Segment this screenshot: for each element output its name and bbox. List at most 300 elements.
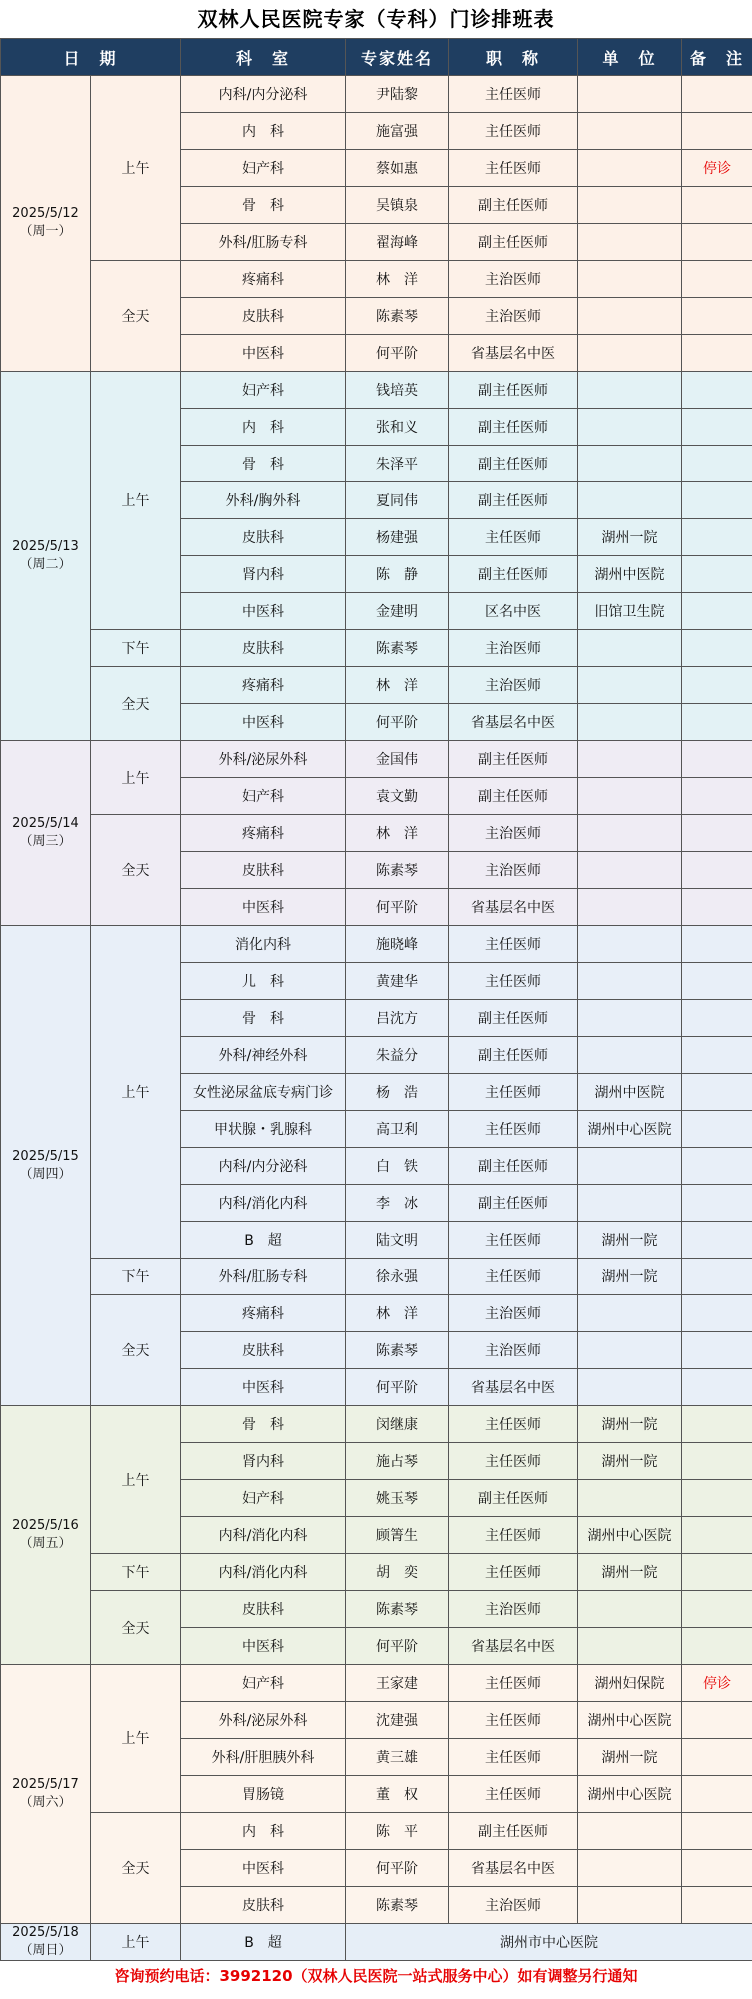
session-cell: 上午 xyxy=(91,1664,181,1812)
note-cell xyxy=(682,1812,752,1849)
title-cell: 主任医师 xyxy=(449,1517,578,1554)
unit-cell xyxy=(578,1147,682,1184)
note-cell xyxy=(682,1036,752,1073)
unit-cell xyxy=(578,76,682,113)
expert-name-cell: 杨 浩 xyxy=(346,1073,449,1110)
department-cell: 中医科 xyxy=(181,334,346,371)
note-cell xyxy=(682,1295,752,1332)
unit-cell xyxy=(578,1332,682,1369)
merged-unit-cell: 湖州市中心医院 xyxy=(346,1923,752,1960)
title-cell: 副主任医师 xyxy=(449,371,578,408)
note-cell xyxy=(682,1849,752,1886)
note-cell xyxy=(682,223,752,260)
department-cell: 中医科 xyxy=(181,888,346,925)
title-cell: 副主任医师 xyxy=(449,556,578,593)
session-cell: 全天 xyxy=(91,260,181,371)
date-cell xyxy=(1,1923,91,1960)
note-cell xyxy=(682,1886,752,1923)
title-cell: 主任医师 xyxy=(449,149,578,186)
title-cell: 副主任医师 xyxy=(449,999,578,1036)
expert-name-cell: 黄三雄 xyxy=(346,1738,449,1775)
session-cell: 上午 xyxy=(91,371,181,630)
expert-name-cell: 张和义 xyxy=(346,408,449,445)
department-cell: 皮肤科 xyxy=(181,519,346,556)
session-cell: 下午 xyxy=(91,1258,181,1295)
expert-name-cell: 何平阶 xyxy=(346,704,449,741)
date-text: 2025/5/14 xyxy=(12,816,79,832)
table-row xyxy=(1,260,752,297)
expert-name-cell: 何平阶 xyxy=(346,1369,449,1406)
department-cell: 疼痛科 xyxy=(181,1295,346,1332)
unit-cell xyxy=(578,741,682,778)
department-cell: 中医科 xyxy=(181,1628,346,1665)
department-cell: 妇产科 xyxy=(181,1664,346,1701)
table-row xyxy=(1,925,752,962)
expert-name-cell: 钱培英 xyxy=(346,371,449,408)
expert-name-cell: 何平阶 xyxy=(346,1849,449,1886)
title-cell: 主治医师 xyxy=(449,297,578,334)
department-cell: 妇产科 xyxy=(181,1480,346,1517)
title-cell: 主任医师 xyxy=(449,925,578,962)
unit-cell: 湖州中心医院 xyxy=(578,1110,682,1147)
header-title: 职 称 xyxy=(449,39,578,76)
title-cell: 副主任医师 xyxy=(449,1036,578,1073)
expert-name-cell: 陈 平 xyxy=(346,1812,449,1849)
department-cell: 内科/内分泌科 xyxy=(181,76,346,113)
unit-cell: 湖州一院 xyxy=(578,1258,682,1295)
header-expert-name: 专家姓名 xyxy=(346,39,449,76)
title-cell: 副主任医师 xyxy=(449,1812,578,1849)
weekday-text: （周四） xyxy=(19,1166,72,1182)
title-cell: 副主任医师 xyxy=(449,778,578,815)
note-cell xyxy=(682,999,752,1036)
date-text: 2025/5/12 xyxy=(12,206,79,222)
title-cell: 主治医师 xyxy=(449,1591,578,1628)
department-cell: B 超 xyxy=(181,1923,346,1960)
note-cell xyxy=(682,556,752,593)
title-cell: 主任医师 xyxy=(449,1443,578,1480)
title-cell: 主治医师 xyxy=(449,1886,578,1923)
note-cell: 停诊 xyxy=(682,149,752,186)
title-cell: 主任医师 xyxy=(449,1110,578,1147)
expert-name-cell: 金国伟 xyxy=(346,741,449,778)
title-cell: 省基层名中医 xyxy=(449,704,578,741)
title-cell: 省基层名中医 xyxy=(449,1849,578,1886)
expert-name-cell: 陈素琴 xyxy=(346,630,449,667)
weekday-text: （周五） xyxy=(19,1536,72,1552)
expert-name-cell: 尹陆黎 xyxy=(346,76,449,113)
weekday-text: （周一） xyxy=(19,224,72,240)
department-cell: 中医科 xyxy=(181,593,346,630)
expert-name-cell: 李 冰 xyxy=(346,1184,449,1221)
expert-name-cell: 陈 静 xyxy=(346,556,449,593)
table-row xyxy=(1,1923,752,1960)
weekday-text: （周六） xyxy=(19,1794,72,1810)
unit-cell: 湖州一院 xyxy=(578,1443,682,1480)
session-cell: 全天 xyxy=(91,667,181,741)
unit-cell: 湖州中医院 xyxy=(578,556,682,593)
unit-cell xyxy=(578,445,682,482)
unit-cell xyxy=(578,852,682,889)
department-cell: 骨 科 xyxy=(181,445,346,482)
expert-name-cell: 沈建强 xyxy=(346,1701,449,1738)
department-cell: 肾内科 xyxy=(181,1443,346,1480)
session-cell: 下午 xyxy=(91,630,181,667)
table-row xyxy=(1,1295,752,1332)
title-cell: 副主任医师 xyxy=(449,223,578,260)
note-cell xyxy=(682,667,752,704)
date-cell xyxy=(1,1664,91,1923)
note-cell xyxy=(682,1701,752,1738)
note-cell xyxy=(682,76,752,113)
department-cell: 皮肤科 xyxy=(181,1886,346,1923)
department-cell: 甲状腺・乳腺科 xyxy=(181,1110,346,1147)
note-cell xyxy=(682,1110,752,1147)
expert-name-cell: 闵继康 xyxy=(346,1406,449,1443)
unit-cell xyxy=(578,778,682,815)
session-cell: 上午 xyxy=(91,925,181,1258)
session-cell: 全天 xyxy=(91,1591,181,1665)
date-text: 2025/5/17 xyxy=(12,1776,79,1792)
department-cell: 中医科 xyxy=(181,1369,346,1406)
title-cell: 副主任医师 xyxy=(449,1147,578,1184)
expert-name-cell: 王家建 xyxy=(346,1664,449,1701)
note-cell xyxy=(682,925,752,962)
footer-contact: 咨询预约电话：3992120（双林人民医院一站式服务中心）如有调整另行通知 xyxy=(114,1966,638,1985)
department-cell: 骨 科 xyxy=(181,186,346,223)
unit-cell xyxy=(578,149,682,186)
title-cell: 主治医师 xyxy=(449,815,578,852)
note-cell xyxy=(682,1775,752,1812)
department-cell: 皮肤科 xyxy=(181,852,346,889)
table-row xyxy=(1,630,752,667)
expert-name-cell: 姚玉琴 xyxy=(346,1480,449,1517)
note-cell xyxy=(682,1554,752,1591)
department-cell: 中医科 xyxy=(181,1849,346,1886)
note-cell xyxy=(682,1147,752,1184)
expert-name-cell: 林 洋 xyxy=(346,667,449,704)
department-cell: 外科/神经外科 xyxy=(181,1036,346,1073)
expert-name-cell: 陆文明 xyxy=(346,1221,449,1258)
unit-cell xyxy=(578,1295,682,1332)
department-cell: 疼痛科 xyxy=(181,260,346,297)
expert-name-cell: 陈素琴 xyxy=(346,1591,449,1628)
date-cell xyxy=(1,76,91,372)
unit-cell xyxy=(578,186,682,223)
title-cell: 主任医师 xyxy=(449,1406,578,1443)
note-cell xyxy=(682,815,752,852)
title-cell: 省基层名中医 xyxy=(449,1628,578,1665)
date-text: 2025/5/15 xyxy=(12,1148,79,1164)
department-cell: 内 科 xyxy=(181,408,346,445)
title-cell: 主任医师 xyxy=(449,519,578,556)
unit-cell xyxy=(578,630,682,667)
expert-name-cell: 陈素琴 xyxy=(346,297,449,334)
note-cell xyxy=(682,852,752,889)
note-cell xyxy=(682,778,752,815)
title-cell: 省基层名中医 xyxy=(449,888,578,925)
department-cell: 妇产科 xyxy=(181,778,346,815)
unit-cell xyxy=(578,334,682,371)
expert-name-cell: 何平阶 xyxy=(346,334,449,371)
date-cell xyxy=(1,371,91,741)
unit-cell xyxy=(578,260,682,297)
department-cell: 骨 科 xyxy=(181,999,346,1036)
department-cell: B 超 xyxy=(181,1221,346,1258)
title-cell: 副主任医师 xyxy=(449,1184,578,1221)
session-cell: 上午 xyxy=(91,76,181,261)
header-date: 日 期 xyxy=(1,39,181,76)
expert-name-cell: 朱益分 xyxy=(346,1036,449,1073)
session-cell: 上午 xyxy=(91,741,181,815)
note-cell xyxy=(682,741,752,778)
note-cell xyxy=(682,704,752,741)
table-row xyxy=(1,815,752,852)
title-cell: 副主任医师 xyxy=(449,1480,578,1517)
title-cell: 副主任医师 xyxy=(449,408,578,445)
department-cell: 外科/肛肠专科 xyxy=(181,223,346,260)
session-cell: 下午 xyxy=(91,1554,181,1591)
unit-cell xyxy=(578,1369,682,1406)
expert-name-cell: 何平阶 xyxy=(346,888,449,925)
department-cell: 中医科 xyxy=(181,704,346,741)
expert-name-cell: 林 洋 xyxy=(346,1295,449,1332)
expert-name-cell: 夏同伟 xyxy=(346,482,449,519)
note-cell xyxy=(682,371,752,408)
table-row xyxy=(1,76,752,113)
unit-cell: 湖州一院 xyxy=(578,1221,682,1258)
table-row xyxy=(1,1591,752,1628)
date-text: 2025/5/18 xyxy=(12,1924,79,1940)
note-cell xyxy=(682,962,752,999)
expert-name-cell: 白 铁 xyxy=(346,1147,449,1184)
expert-name-cell: 金建明 xyxy=(346,593,449,630)
title-cell: 主任医师 xyxy=(449,962,578,999)
unit-cell xyxy=(578,999,682,1036)
title-cell: 副主任医师 xyxy=(449,482,578,519)
title-cell: 主任医师 xyxy=(449,1073,578,1110)
title-cell: 主任医师 xyxy=(449,1258,578,1295)
note-cell xyxy=(682,1258,752,1295)
expert-name-cell: 吴镇泉 xyxy=(346,186,449,223)
note-cell: 停诊 xyxy=(682,1664,752,1701)
title-cell: 主任医师 xyxy=(449,1221,578,1258)
header-department: 科 室 xyxy=(181,39,346,76)
unit-cell xyxy=(578,1591,682,1628)
note-cell xyxy=(682,482,752,519)
header-unit: 单 位 xyxy=(578,39,682,76)
date-cell xyxy=(1,741,91,926)
unit-cell: 湖州一院 xyxy=(578,1406,682,1443)
expert-name-cell: 陈素琴 xyxy=(346,1886,449,1923)
session-cell: 全天 xyxy=(91,815,181,926)
department-cell: 内 科 xyxy=(181,1812,346,1849)
expert-name-cell: 施富强 xyxy=(346,112,449,149)
note-cell xyxy=(682,1073,752,1110)
table-row xyxy=(1,1812,752,1849)
expert-name-cell: 陈素琴 xyxy=(346,852,449,889)
unit-cell xyxy=(578,888,682,925)
unit-cell xyxy=(578,925,682,962)
note-cell xyxy=(682,445,752,482)
department-cell: 皮肤科 xyxy=(181,297,346,334)
unit-cell: 湖州一院 xyxy=(578,519,682,556)
unit-cell: 湖州一院 xyxy=(578,1554,682,1591)
unit-cell xyxy=(578,408,682,445)
date-text: 2025/5/13 xyxy=(12,538,79,554)
department-cell: 皮肤科 xyxy=(181,630,346,667)
weekday-text: （周三） xyxy=(19,834,72,850)
unit-cell xyxy=(578,1628,682,1665)
date-text: 2025/5/16 xyxy=(12,1518,79,1534)
title-cell: 副主任医师 xyxy=(449,741,578,778)
unit-cell: 湖州中医院 xyxy=(578,1073,682,1110)
note-cell xyxy=(682,334,752,371)
title-cell: 主任医师 xyxy=(449,1664,578,1701)
note-cell xyxy=(682,888,752,925)
table-header-row xyxy=(1,39,752,76)
note-cell xyxy=(682,1591,752,1628)
unit-cell xyxy=(578,1886,682,1923)
session-cell: 全天 xyxy=(91,1812,181,1923)
weekday-text: （周日） xyxy=(19,1942,72,1958)
expert-name-cell: 黄建华 xyxy=(346,962,449,999)
note-cell xyxy=(682,519,752,556)
title-cell: 主治医师 xyxy=(449,852,578,889)
unit-cell xyxy=(578,1480,682,1517)
note-cell xyxy=(682,1628,752,1665)
expert-name-cell: 徐永强 xyxy=(346,1258,449,1295)
department-cell: 儿 科 xyxy=(181,962,346,999)
expert-name-cell: 高卫利 xyxy=(346,1110,449,1147)
title-cell: 区名中医 xyxy=(449,593,578,630)
table-row xyxy=(1,1406,752,1443)
title-cell: 主治医师 xyxy=(449,667,578,704)
schedule-body xyxy=(1,76,752,1961)
department-cell: 外科/胸外科 xyxy=(181,482,346,519)
department-cell: 肾内科 xyxy=(181,556,346,593)
department-cell: 内科/内分泌科 xyxy=(181,1147,346,1184)
title-cell: 主任医师 xyxy=(449,76,578,113)
department-cell: 疼痛科 xyxy=(181,667,346,704)
department-cell: 女性泌尿盆底专病门诊 xyxy=(181,1073,346,1110)
title-cell: 主任医师 xyxy=(449,1701,578,1738)
schedule-table xyxy=(0,38,752,1961)
title-cell: 主任医师 xyxy=(449,1554,578,1591)
note-cell xyxy=(682,408,752,445)
note-cell xyxy=(682,1517,752,1554)
department-cell: 皮肤科 xyxy=(181,1332,346,1369)
table-row xyxy=(1,371,752,408)
expert-name-cell: 蔡如惠 xyxy=(346,149,449,186)
title-cell: 主治医师 xyxy=(449,1332,578,1369)
note-cell xyxy=(682,297,752,334)
expert-name-cell: 林 洋 xyxy=(346,815,449,852)
unit-cell xyxy=(578,223,682,260)
unit-cell xyxy=(578,297,682,334)
unit-cell xyxy=(578,112,682,149)
expert-name-cell: 杨建强 xyxy=(346,519,449,556)
unit-cell xyxy=(578,1184,682,1221)
note-cell xyxy=(682,593,752,630)
note-cell xyxy=(682,1738,752,1775)
note-cell xyxy=(682,1406,752,1443)
expert-name-cell: 朱泽平 xyxy=(346,445,449,482)
title-cell: 主任医师 xyxy=(449,1738,578,1775)
department-cell: 妇产科 xyxy=(181,371,346,408)
title-cell: 省基层名中医 xyxy=(449,1369,578,1406)
note-cell xyxy=(682,630,752,667)
title-cell: 主治医师 xyxy=(449,260,578,297)
department-cell: 内 科 xyxy=(181,112,346,149)
title-cell: 副主任医师 xyxy=(449,445,578,482)
department-cell: 外科/泌尿外科 xyxy=(181,1701,346,1738)
table-row xyxy=(1,1554,752,1591)
date-cell xyxy=(1,925,91,1405)
title-cell: 主治医师 xyxy=(449,630,578,667)
department-cell: 内科/消化内科 xyxy=(181,1517,346,1554)
table-row xyxy=(1,741,752,778)
department-cell: 妇产科 xyxy=(181,149,346,186)
note-cell xyxy=(682,1332,752,1369)
table-row xyxy=(1,1664,752,1701)
department-cell: 疼痛科 xyxy=(181,815,346,852)
expert-name-cell: 胡 奕 xyxy=(346,1554,449,1591)
department-cell: 内科/消化内科 xyxy=(181,1184,346,1221)
weekday-text: （周二） xyxy=(19,556,72,572)
unit-cell: 旧馆卫生院 xyxy=(578,593,682,630)
expert-name-cell: 陈素琴 xyxy=(346,1332,449,1369)
department-cell: 外科/肛肠专科 xyxy=(181,1258,346,1295)
unit-cell: 湖州妇保院 xyxy=(578,1664,682,1701)
unit-cell xyxy=(578,1849,682,1886)
expert-name-cell: 何平阶 xyxy=(346,1628,449,1665)
note-cell xyxy=(682,260,752,297)
expert-name-cell: 翟海峰 xyxy=(346,223,449,260)
note-cell xyxy=(682,112,752,149)
unit-cell xyxy=(578,815,682,852)
session-cell: 上午 xyxy=(91,1923,181,1960)
unit-cell xyxy=(578,667,682,704)
note-cell xyxy=(682,1480,752,1517)
table-row xyxy=(1,667,752,704)
unit-cell xyxy=(578,704,682,741)
unit-cell: 湖州中心医院 xyxy=(578,1775,682,1812)
department-cell: 内科/消化内科 xyxy=(181,1554,346,1591)
department-cell: 外科/肝胆胰外科 xyxy=(181,1738,346,1775)
expert-name-cell: 董 权 xyxy=(346,1775,449,1812)
unit-cell xyxy=(578,371,682,408)
unit-cell xyxy=(578,1036,682,1073)
title-cell: 主任医师 xyxy=(449,1775,578,1812)
session-cell: 上午 xyxy=(91,1406,181,1554)
title-cell: 主任医师 xyxy=(449,112,578,149)
title-cell: 省基层名中医 xyxy=(449,334,578,371)
unit-cell: 湖州一院 xyxy=(578,1738,682,1775)
title-cell: 副主任医师 xyxy=(449,186,578,223)
note-cell xyxy=(682,1369,752,1406)
unit-cell xyxy=(578,1812,682,1849)
note-cell xyxy=(682,1184,752,1221)
department-cell: 胃肠镜 xyxy=(181,1775,346,1812)
header-note: 备 注 xyxy=(682,39,752,76)
department-cell: 骨 科 xyxy=(181,1406,346,1443)
expert-name-cell: 林 洋 xyxy=(346,260,449,297)
unit-cell: 湖州中心医院 xyxy=(578,1701,682,1738)
department-cell: 外科/泌尿外科 xyxy=(181,741,346,778)
expert-name-cell: 施占琴 xyxy=(346,1443,449,1480)
page-title: 双林人民医院专家（专科）门诊排班表 xyxy=(197,7,555,31)
